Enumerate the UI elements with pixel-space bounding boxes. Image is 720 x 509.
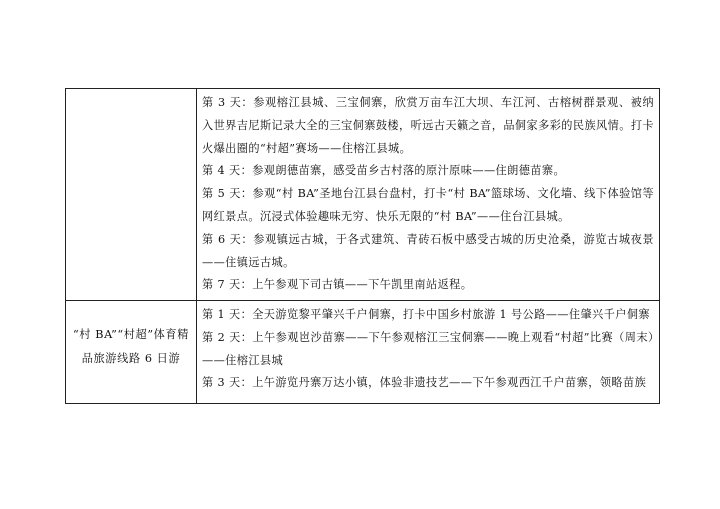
itinerary-cell	[197, 89, 660, 301]
route-name-cell	[66, 301, 197, 404]
day-item: 第 4 天：参观朗德苗寨，感受苗乡古村落的原汁原味——住朗德苗寨。	[202, 164, 566, 178]
itinerary-table	[65, 88, 660, 404]
route-name: “村 BA”“村超”体育精品旅游线路 6 日游	[72, 328, 189, 365]
table-row	[66, 89, 660, 301]
day-item: 第 6 天：参观镇远古城，于各式建筑、青砖石板中感受古城的历史沧桑，游览古城夜景——住镇远古城。	[202, 232, 654, 269]
route-name-cell	[66, 89, 197, 301]
day-item: 第 5 天：参观“村 BA”圣地台江县台盘村，打卡“村 BA”篮球场、文化墙、线下体验馆等网红景点。沉浸式体验趣味无穷、快乐无限的“村 BA”——住台江县城。	[202, 187, 654, 223]
day-item: 第 3 天：参观榕江县城、三宝侗寨，欣赏万亩车江大坝、车江河、古榕树群景观、被纳入世界吉尼斯记录大全的三宝侗寨鼓楼，听远古天籁之音，品侗家多彩的民族风情。打卡火爆出圈的“村超”赛场——住榕江县城。	[202, 96, 654, 155]
table-row	[66, 301, 660, 404]
day-item: 第 7 天：上午参观下司古镇——下午凯里南站返程。	[202, 278, 473, 292]
day-item: 第 2 天：上午参观岜沙苗寨——下午参观榕江三宝侗寨——晚上观看“村超”比赛（周末）——住榕江县城	[202, 330, 654, 367]
day-item: 第 1 天：全天游览黎平肇兴千户侗寨，打卡中国乡村旅游 1 号公路——住肇兴千户侗寨	[202, 308, 651, 321]
day-item: 第 3 天：上午游览丹寨万达小镇，体验非遗技艺——下午参观西江千户苗寨，领略苗族	[202, 376, 647, 390]
itinerary-cell	[197, 301, 660, 404]
